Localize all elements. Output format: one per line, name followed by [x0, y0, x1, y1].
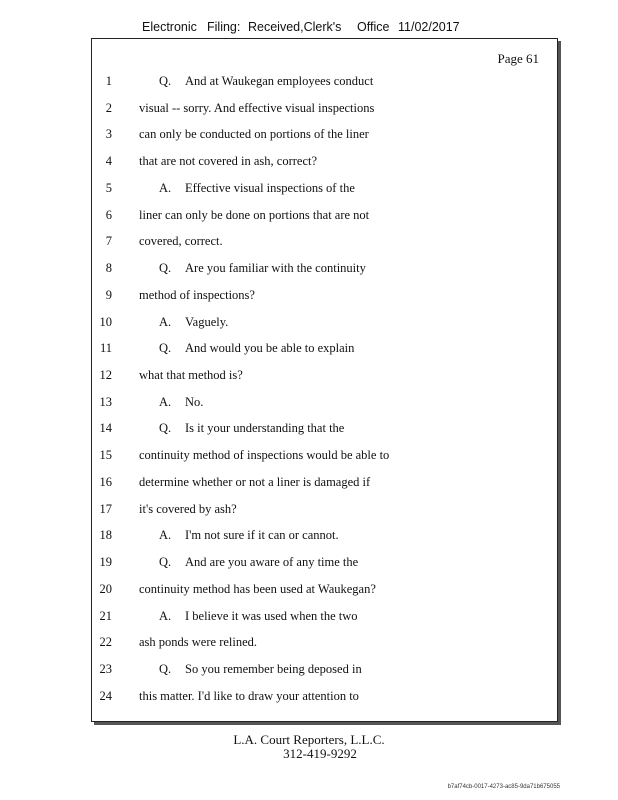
line-number: 9	[105, 287, 112, 302]
transcript-line	[92, 288, 557, 308]
line-number: 18	[99, 528, 112, 543]
line-number: 12	[99, 368, 112, 383]
line-number: 17	[99, 501, 112, 516]
line-text: ash ponds were relined.	[139, 635, 258, 650]
line-number: 2	[105, 100, 112, 115]
line-text: I believe it was used when the two	[185, 608, 358, 623]
transcript-line	[92, 234, 557, 254]
transcript-line	[92, 555, 557, 575]
qa-marker: A.	[159, 180, 172, 195]
transcript-line	[92, 528, 557, 548]
header-office: Office	[357, 20, 390, 34]
qa-marker: Q.	[159, 74, 172, 88]
line-number: 3	[105, 127, 112, 142]
qa-marker: A.	[159, 528, 172, 543]
line-number: 1	[105, 74, 112, 88]
header-electronic: Electronic	[142, 20, 197, 34]
qa-marker: A.	[159, 314, 172, 329]
line-text: determine whether or not a liner is damaged if	[139, 474, 371, 489]
footer-company: L.A. Court Reporters, L.L.C.	[233, 732, 385, 747]
line-text: what that method is?	[139, 368, 243, 383]
transcript-line	[92, 582, 557, 602]
transcript-line	[92, 261, 557, 281]
line-text: Are you familiar with the continuity	[185, 261, 366, 276]
transcript-line	[92, 635, 557, 655]
line-text: Vaguely.	[185, 314, 229, 329]
transcript-line	[92, 127, 557, 147]
line-number: 6	[105, 207, 112, 222]
line-text: continuity method has been used at Waukegan?	[139, 581, 376, 596]
line-number: 10	[99, 314, 112, 329]
line-number: 4	[105, 154, 112, 169]
line-number: 19	[99, 555, 112, 570]
line-number: 22	[99, 635, 112, 650]
header-received: Received,Clerk's	[248, 20, 342, 34]
line-number: 7	[105, 234, 112, 249]
line-text: And would you be able to explain	[185, 341, 355, 356]
line-number: 8	[105, 261, 112, 276]
line-text: So you remember being deposed in	[185, 662, 362, 677]
transcript-line	[92, 421, 557, 441]
line-number: 13	[99, 394, 112, 409]
line-number: 14	[99, 421, 112, 436]
transcript-line	[92, 101, 557, 121]
page-number: Page 61	[497, 51, 539, 66]
transcript-page	[91, 38, 558, 722]
line-number: 20	[99, 581, 112, 596]
transcript-line	[92, 341, 557, 361]
line-text: this matter. I'd like to draw your attention to	[139, 688, 359, 703]
qa-marker: Q.	[159, 261, 172, 276]
transcript-line	[92, 208, 557, 228]
line-text: I'm not sure if it can or cannot.	[185, 528, 339, 543]
transcript-line	[92, 475, 557, 495]
qa-marker: Q.	[159, 555, 172, 570]
line-text: it's covered by ash?	[139, 501, 237, 516]
qa-marker: A.	[159, 394, 172, 409]
line-number: 24	[99, 688, 112, 703]
transcript-line	[92, 315, 557, 335]
transcript-line	[92, 662, 557, 682]
transcript-line	[92, 74, 557, 94]
qa-marker: Q.	[159, 421, 172, 436]
footer-phone: 312-419-9292	[283, 746, 357, 761]
transcript-line	[92, 609, 557, 629]
header-date: 11/02/2017	[398, 20, 460, 34]
filing-header	[0, 20, 618, 38]
line-number: 21	[99, 608, 112, 623]
line-text: liner can only be done on portions that are not	[139, 207, 370, 222]
line-number: 15	[99, 448, 112, 463]
line-text: And are you aware of any time the	[185, 555, 359, 570]
line-number: 5	[105, 180, 112, 195]
qa-marker: Q.	[159, 341, 172, 356]
line-text: continuity method of inspections would be able to	[139, 448, 390, 463]
transcript-line	[92, 448, 557, 468]
line-number: 16	[99, 474, 112, 489]
line-text: can only be conducted on portions of the liner	[139, 127, 369, 142]
line-text: And at Waukegan employees conduct	[185, 74, 374, 88]
line-text: Effective visual inspections of the	[185, 180, 355, 195]
line-number: 11	[99, 341, 112, 356]
line-text: visual -- sorry. And effective visual inspections	[139, 100, 375, 115]
qa-marker: A.	[159, 608, 172, 623]
transcript-line	[92, 181, 557, 201]
line-text: that are not covered in ash, correct?	[139, 154, 318, 169]
transcript-line	[92, 689, 557, 709]
qa-marker: Q.	[159, 662, 172, 677]
line-text: No.	[185, 394, 204, 409]
document-id: b7af74cb-0017-4273-ac85-9da71b675055	[447, 784, 560, 790]
line-text: covered, correct.	[139, 234, 223, 249]
line-text: Is it your understanding that the	[185, 421, 345, 436]
line-number: 23	[99, 662, 112, 677]
transcript-line	[92, 395, 557, 415]
header-filing: Filing:	[207, 20, 241, 34]
transcript-line	[92, 502, 557, 522]
transcript-line	[92, 154, 557, 174]
transcript-line	[92, 368, 557, 388]
line-text: method of inspections?	[139, 287, 255, 302]
